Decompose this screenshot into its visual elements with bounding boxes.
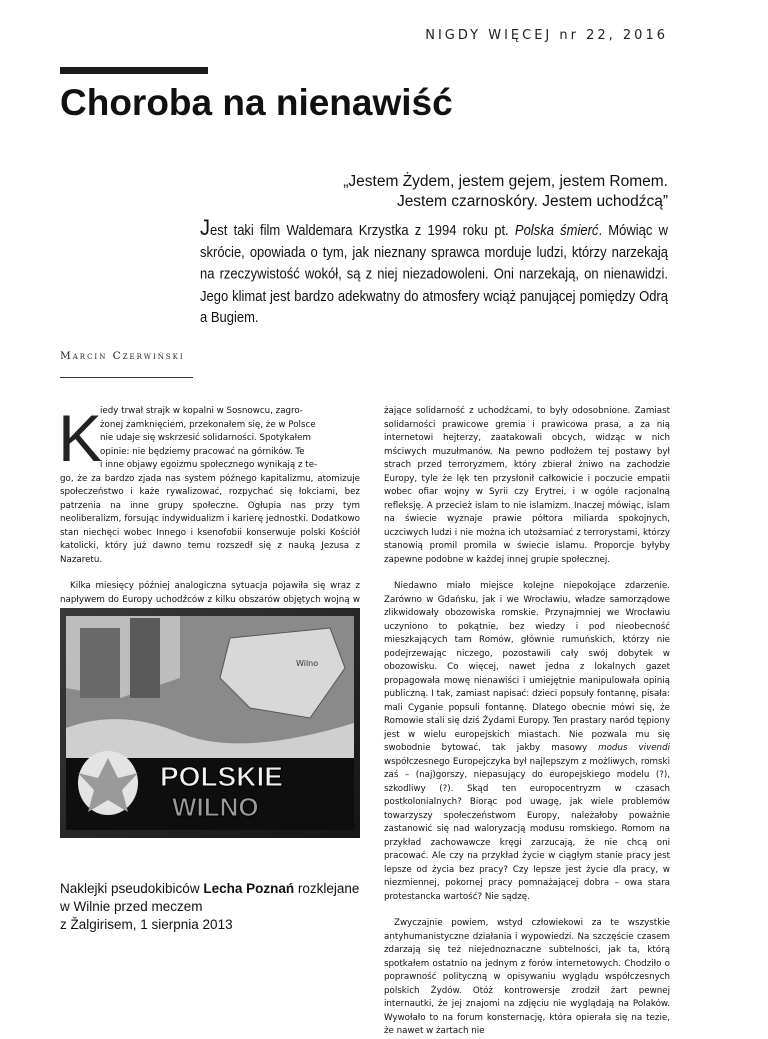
map-label: Wilno bbox=[296, 659, 319, 668]
paragraph-2: Kilka miesięcy później analogiczna sytuacja pojawiła się wraz z napływem do Europy uchodźców z kilku obszarów objętych wojną w bbox=[60, 581, 360, 605]
p4-text-1: Niedawno miało miejsce kolejne niepokojące zdarzenie. Zarówno w Gdańsku, jak i we Wrocławiu, władze samorządowe zlikwidowały obozowiska romskie. Przynajmniej we Wrocławiu uczyniono to pokątnie, bez wiedzy i pod nieobecność mieszkających tam Romów, głównie rumuńskich, którzy nie podejrzewając niczego, pozostawili cały swój dobytek w obozowisku. Co więcej, nawet jedna z lokalnych gazet propagowała mowę nienawiści i umiejętnie manipulowała opinią publiczną. I tak, zamiast napisać: dzieci popsuły fontannę, pisała: mali Cyganie popsuli fontannę. Dlatego obecnie mówi się, że Romowie stali się dziś Żydami Europy. Ten prastary naród tępiony jest w wielu europejskich miastach. Nie pozwala mu się swobodnie bytować, tak jakby masowy bbox=[384, 581, 670, 753]
caption-text-1: Naklejki pseudokibiców bbox=[60, 881, 204, 896]
p1-line: opinie: nie będziemy pracować na górników. Te bbox=[100, 446, 305, 457]
sticker-photo bbox=[60, 608, 360, 838]
caption-bold: Lecha Poznań bbox=[203, 881, 295, 896]
article-title: Choroba na nienawiść bbox=[60, 82, 453, 123]
film-title: Polska śmierć bbox=[514, 221, 599, 239]
sticker-text-polskie: POLSKIE bbox=[160, 761, 283, 792]
p1-line: nie udaje się wskrzesić solidarności. Spotykałem bbox=[100, 433, 311, 443]
p1-wrapped-lines bbox=[58, 401, 360, 475]
column-2 bbox=[384, 405, 670, 1039]
eagle-emblem bbox=[78, 751, 138, 815]
paragraph-3: żające solidarność z uchodźcami, to były odosobnione. Zamiast solidarności prawicowe gremia i prawicowa prasa, a za nią internetowi hejterzy, zaatakowali obcych, widząc w nich mściwych muzułmanów. Na pewno podłożem tej postawy był strach przed terroryzmem, który zbierał żniwo na zachodzie Europy, tyle że lęk ten przysłonił całkowicie i poczucie empatii wobec ofiar wojny w Syrii czy Erytrei, i w ogóle racjonalną refleksję. A przecież islam to nie islamizm. Inaczej mówiąc, islam na świecie wyznaje prawie półtora miliarda spokojnych, uczciwych ludzi i nie można ich utożsamiać z terrorystami, którzy stanowią promil promila w świecie islamu. Proporcje byłyby zapewne podobne w każdej innej grupie społecznej. bbox=[384, 406, 670, 565]
photo-illustration bbox=[60, 608, 360, 838]
building-silhouette bbox=[80, 628, 120, 698]
sticker-text-wilno: WILNO bbox=[172, 792, 259, 822]
running-header: NIGDY WIĘCEJ nr 22, 2016 bbox=[425, 28, 668, 43]
lead-text-2: . Mówiąc w skrócie, opowiada o tym, jak nieznany sprawca morduje ludzi, którzy narzekają na rzeczywistość wokół, są z niej niezadowoleni. Oni narzekają, on nienawidzi. Jego klimat jest bardzo adekwatny do atmosfery wciąż panującej pomiędzy Odrą a Bugiem. bbox=[200, 221, 668, 326]
caption-text-2: rozklejane w Wilnie przed meczem bbox=[60, 881, 360, 914]
author-byline: Marcin Czerwiński bbox=[60, 350, 185, 362]
epigraph-line-2: Jestem czarnoskóry. Jestem uchodźcą” bbox=[396, 193, 668, 210]
title-rule bbox=[60, 67, 208, 74]
caption-text-3: z Žalgirisem, 1 sierpnia 2013 bbox=[60, 917, 233, 932]
lead-text-1: est taki film Waldemara Krzystka z 1994 roku pt. bbox=[210, 221, 515, 239]
p4-text-2: współczesnego Europejczyka był najlepszym z możliwych, romski zaś – (naj)gorszy, niepasujący do europejskiego modelu (?), szkodliwy (?). Skąd ten europocentryzm w czasach postkolonialnych? Biorąc pod uwagę, jak wiele problemów towarzyszy społeczeństwom Europy, należałoby poważnie zastanowić się nad waloryzacją modusu romskiego. Romom na przykład zachowawcze kręgi zarzucają, że nie chcą oni pracować. Ale czy na przykład życie w ciągłym stanie pracy jest lepsze od życia bez pracy? Czy lepsze jest życie dla pracy, w niezmiennej, pokornej pracy pomnażającej dobra – owa stara protestancka wartość? Nie sądzę. bbox=[384, 756, 670, 902]
epigraph bbox=[208, 172, 668, 212]
p4-italic: modus vivendi bbox=[598, 743, 670, 753]
p1-rest: go, że za bardzo zjada nas system późnego kapitalizmu, atomizuje społeczeństwo i każe rywalizować, rozpychać się łokciami, bez patrzenia na inne grupy społeczne. Ogłupia nas przy tym neoliberalizm, forsując indywidualizm i karierę jednostki. Dodatkowo stan niechęci wobec Innego i ksenofobii konserwuje polski Kościół katolicki, który już dawno temu rozszedł się z nauką Jezusa z Nazaretu. bbox=[60, 473, 360, 565]
p1-line: iedy trwał strajk w kopalni w Sosnowcu, zagro- bbox=[100, 406, 304, 416]
paragraph-5: Zwyczajnie powiem, wstyd człowiekowi za te wszystkie antyhumanistyczne działania i wypowiedzi. Na szczęście czasem zdarzają się też niejednoznaczne subtelności, jak ta, którą spotkałem ostatnio na jednym z forów internetowych. Chodziło o poprawność polityczną w opisywaniu wyglądu współczesnych polskich Żydów. Otóż kontrowersje zrodził żart pewnej internautki, że jej znajomi na zdjęciu nie wyglądają na Polaków. Wywołało to na forum konsternację, która opierała się na tezie, że nawet w żartach nie bbox=[384, 918, 670, 1036]
p1-line: i inne objawy egoizmu społecznego wynikają z te- bbox=[100, 460, 318, 470]
photo-caption bbox=[60, 880, 360, 934]
lead-paragraph bbox=[200, 215, 668, 328]
drop-cap: K bbox=[58, 401, 103, 475]
epigraph-line-1: „Jestem Żydem, jestem gejem, jestem Romem. bbox=[343, 173, 668, 190]
byline-rule bbox=[60, 377, 193, 378]
lead-initial: J bbox=[200, 215, 210, 241]
p1-line: żonej zamknięciem, przekonałem się, że w Polsce bbox=[100, 419, 316, 430]
paragraph-4 bbox=[384, 580, 670, 904]
